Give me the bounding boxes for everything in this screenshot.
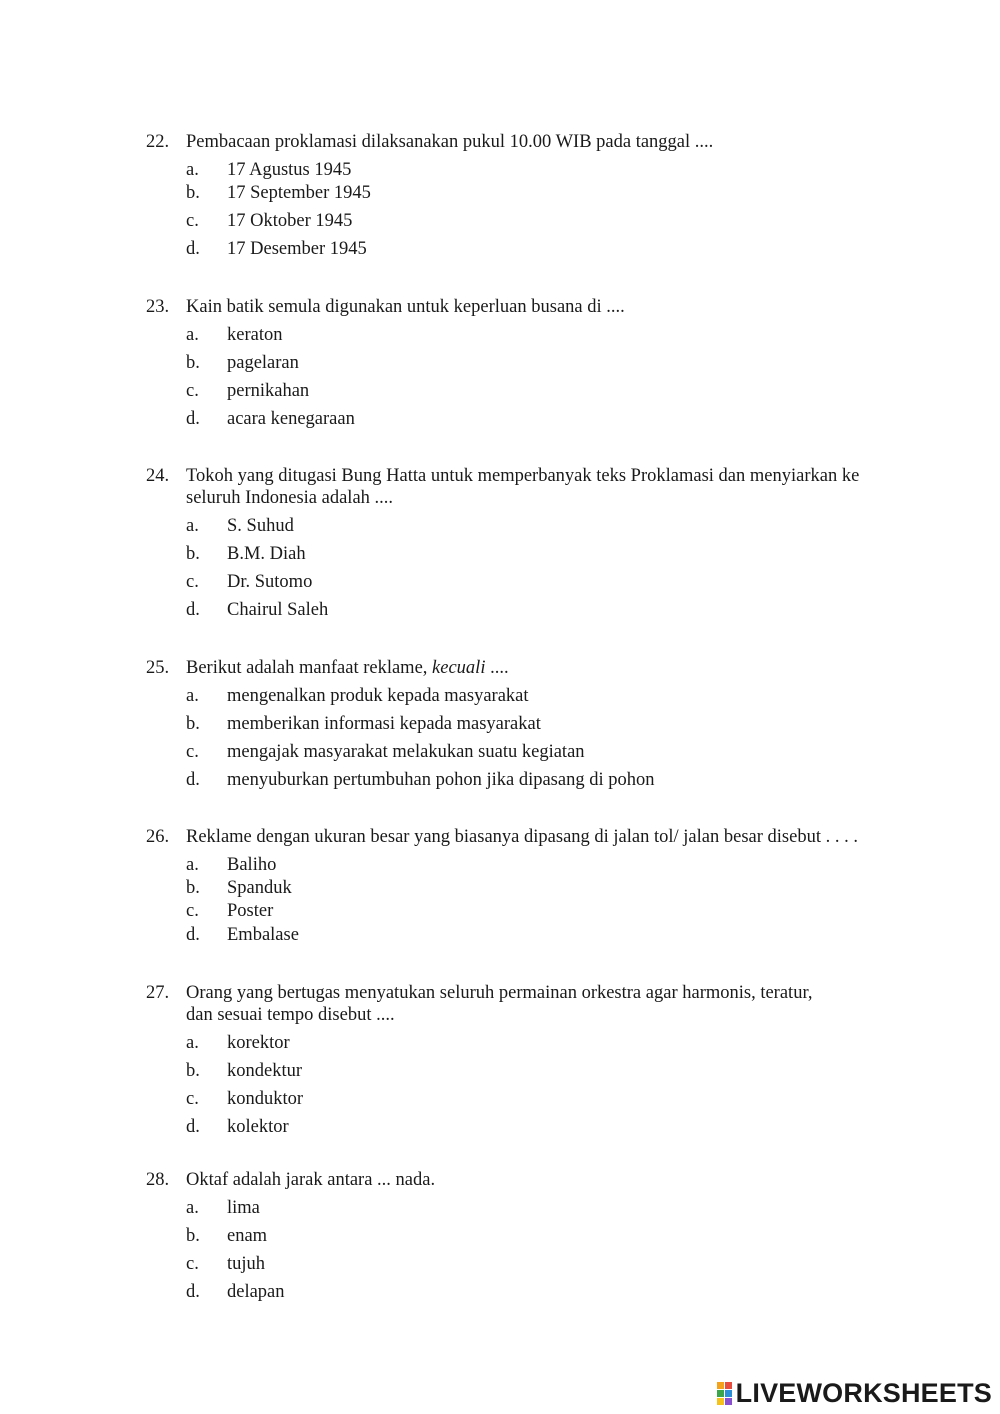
option-text: B.M. Diah	[227, 544, 306, 564]
question-text-line: dan sesuai tempo disebut ....	[186, 1005, 395, 1025]
question-text-part: ....	[485, 658, 509, 678]
liveworksheets-logo-icon	[717, 1382, 732, 1405]
option-c[interactable]	[186, 1088, 936, 1116]
option-c[interactable]	[186, 741, 936, 769]
option-text: Poster	[227, 901, 274, 921]
option-letter: c.	[186, 381, 199, 401]
question-text	[186, 982, 936, 1026]
question-text-part: Berikut adalah manfaat reklame,	[186, 658, 433, 678]
option-letter: d.	[186, 770, 200, 790]
option-list	[186, 159, 936, 266]
logo-square-icon	[725, 1398, 732, 1405]
option-letter: d.	[186, 409, 200, 429]
option-a[interactable]	[186, 1197, 936, 1225]
option-letter: c.	[186, 572, 199, 592]
question-stem	[146, 657, 936, 679]
option-d[interactable]	[186, 1281, 936, 1309]
option-c[interactable]	[186, 210, 936, 238]
question-number: 24.	[146, 466, 170, 486]
option-letter: b.	[186, 353, 200, 373]
option-letter: d.	[186, 239, 200, 259]
question-number: 27.	[146, 983, 170, 1003]
option-text: pernikahan	[227, 381, 310, 401]
option-text: 17 Agustus 1945	[227, 160, 352, 180]
option-letter: a.	[186, 1198, 199, 1218]
option-a[interactable]	[186, 685, 936, 713]
question-text: Pembacaan proklamasi dilaksanakan pukul 10.00 WIB pada tanggal ....	[186, 132, 714, 152]
question-stem	[146, 826, 936, 848]
option-d[interactable]	[186, 769, 936, 797]
option-letter: a.	[186, 686, 199, 706]
option-letter: b.	[186, 714, 200, 734]
option-text: Embalase	[227, 925, 299, 945]
option-text: keraton	[227, 325, 283, 345]
option-a[interactable]	[186, 515, 936, 543]
option-c[interactable]	[186, 900, 936, 924]
option-letter: c.	[186, 742, 199, 762]
option-letter: c.	[186, 1089, 199, 1109]
question-28	[146, 1169, 936, 1309]
option-list	[186, 515, 936, 627]
option-letter: a.	[186, 855, 199, 875]
option-d[interactable]	[186, 238, 936, 266]
option-text: kondektur	[227, 1061, 303, 1081]
option-c[interactable]	[186, 1253, 936, 1281]
logo-square-icon	[725, 1390, 732, 1397]
option-text: enam	[227, 1226, 268, 1246]
option-text: konduktor	[227, 1089, 304, 1109]
question-text: Kain batik semula digunakan untuk keperluan busana di ....	[186, 297, 625, 317]
question-text-line: Tokoh yang ditugasi Bung Hatta untuk memperbanyak teks Proklamasi dan menyiarkan ke	[186, 466, 860, 486]
question-stem	[146, 982, 936, 1026]
option-letter: b.	[186, 878, 200, 898]
option-text: acara kenegaraan	[227, 409, 355, 429]
option-b[interactable]	[186, 877, 936, 900]
option-letter: b.	[186, 183, 200, 203]
question-number: 26.	[146, 827, 170, 847]
question-number: 25.	[146, 658, 170, 678]
question-number: 28.	[146, 1170, 170, 1190]
option-text: mengenalkan produk kepada masyarakat	[227, 686, 529, 706]
option-b[interactable]	[186, 1225, 936, 1253]
option-c[interactable]	[186, 571, 936, 599]
question-text	[186, 465, 936, 509]
question-number: 23.	[146, 297, 170, 317]
option-letter: d.	[186, 600, 200, 620]
option-text: Chairul Saleh	[227, 600, 329, 620]
question-stem	[146, 131, 936, 153]
option-letter: b.	[186, 544, 200, 564]
question-23	[146, 296, 936, 436]
option-list	[186, 324, 936, 436]
option-d[interactable]	[186, 1116, 936, 1144]
option-text: tujuh	[227, 1254, 266, 1274]
option-text: 17 September 1945	[227, 183, 371, 203]
question-emphasis: kecuali	[432, 658, 486, 678]
question-26	[146, 826, 936, 948]
question-stem	[146, 465, 936, 509]
question-stem	[146, 1169, 936, 1191]
option-text: delapan	[227, 1282, 285, 1302]
option-text: Baliho	[227, 855, 277, 875]
option-b[interactable]	[186, 352, 936, 380]
option-b[interactable]	[186, 543, 936, 571]
question-22	[146, 131, 936, 266]
option-letter: a.	[186, 1033, 199, 1053]
question-text: Oktaf adalah jarak antara ... nada.	[186, 1170, 436, 1190]
option-text: pagelaran	[227, 353, 299, 373]
logo-square-icon	[725, 1382, 732, 1389]
option-letter: d.	[186, 1282, 200, 1302]
question-text	[186, 657, 936, 679]
option-b[interactable]	[186, 1060, 936, 1088]
question-27	[146, 982, 936, 1144]
option-text: 17 Desember 1945	[227, 239, 367, 259]
option-letter: c.	[186, 1254, 199, 1274]
question-text-line: Orang yang bertugas menyatukan seluruh permainan orkestra agar harmonis, teratur,	[186, 983, 813, 1003]
option-b[interactable]	[186, 182, 936, 210]
option-letter: c.	[186, 211, 199, 231]
option-d[interactable]	[186, 599, 936, 627]
option-a[interactable]	[186, 324, 936, 352]
logo-square-icon	[717, 1382, 724, 1389]
option-letter: b.	[186, 1226, 200, 1246]
question-stem	[146, 296, 936, 318]
option-list	[186, 854, 936, 948]
question-text: Reklame dengan ukuran besar yang biasanya dipasang di jalan tol/ jalan besar disebut . . . .	[186, 827, 858, 847]
option-text: S. Suhud	[227, 516, 294, 536]
question-number: 22.	[146, 132, 170, 152]
question-text-line: seluruh Indonesia adalah ....	[186, 488, 394, 508]
option-d[interactable]	[186, 924, 936, 948]
option-letter: b.	[186, 1061, 200, 1081]
option-d[interactable]	[186, 408, 936, 436]
logo-square-icon	[717, 1398, 724, 1405]
logo-square-icon	[717, 1390, 724, 1397]
liveworksheets-watermark	[717, 1378, 992, 1408]
option-list	[186, 1197, 936, 1309]
watermark-text: LIVEWORKSHEETS	[735, 1377, 992, 1408]
option-b[interactable]	[186, 713, 936, 741]
option-letter: d.	[186, 925, 200, 945]
option-letter: a.	[186, 160, 199, 180]
question-25	[146, 657, 936, 797]
option-text: 17 Oktober 1945	[227, 211, 353, 231]
option-letter: a.	[186, 516, 199, 536]
option-list	[186, 685, 936, 797]
option-c[interactable]	[186, 380, 936, 408]
question-24	[146, 465, 936, 627]
option-text: menyuburkan pertumbuhan pohon jika dipasang di pohon	[227, 770, 655, 790]
option-text: korektor	[227, 1033, 290, 1053]
option-a[interactable]	[186, 854, 936, 877]
option-text: Spanduk	[227, 878, 292, 898]
option-text: memberikan informasi kepada masyarakat	[227, 714, 541, 734]
option-text: lima	[227, 1198, 260, 1218]
option-a[interactable]	[186, 1032, 936, 1060]
option-letter: c.	[186, 901, 199, 921]
option-letter: d.	[186, 1117, 200, 1137]
option-letter: a.	[186, 325, 199, 345]
option-text: kolektor	[227, 1117, 289, 1137]
option-list	[186, 1032, 936, 1144]
option-text: mengajak masyarakat melakukan suatu kegiatan	[227, 742, 585, 762]
option-a[interactable]	[186, 159, 936, 182]
option-text: Dr. Sutomo	[227, 572, 313, 592]
